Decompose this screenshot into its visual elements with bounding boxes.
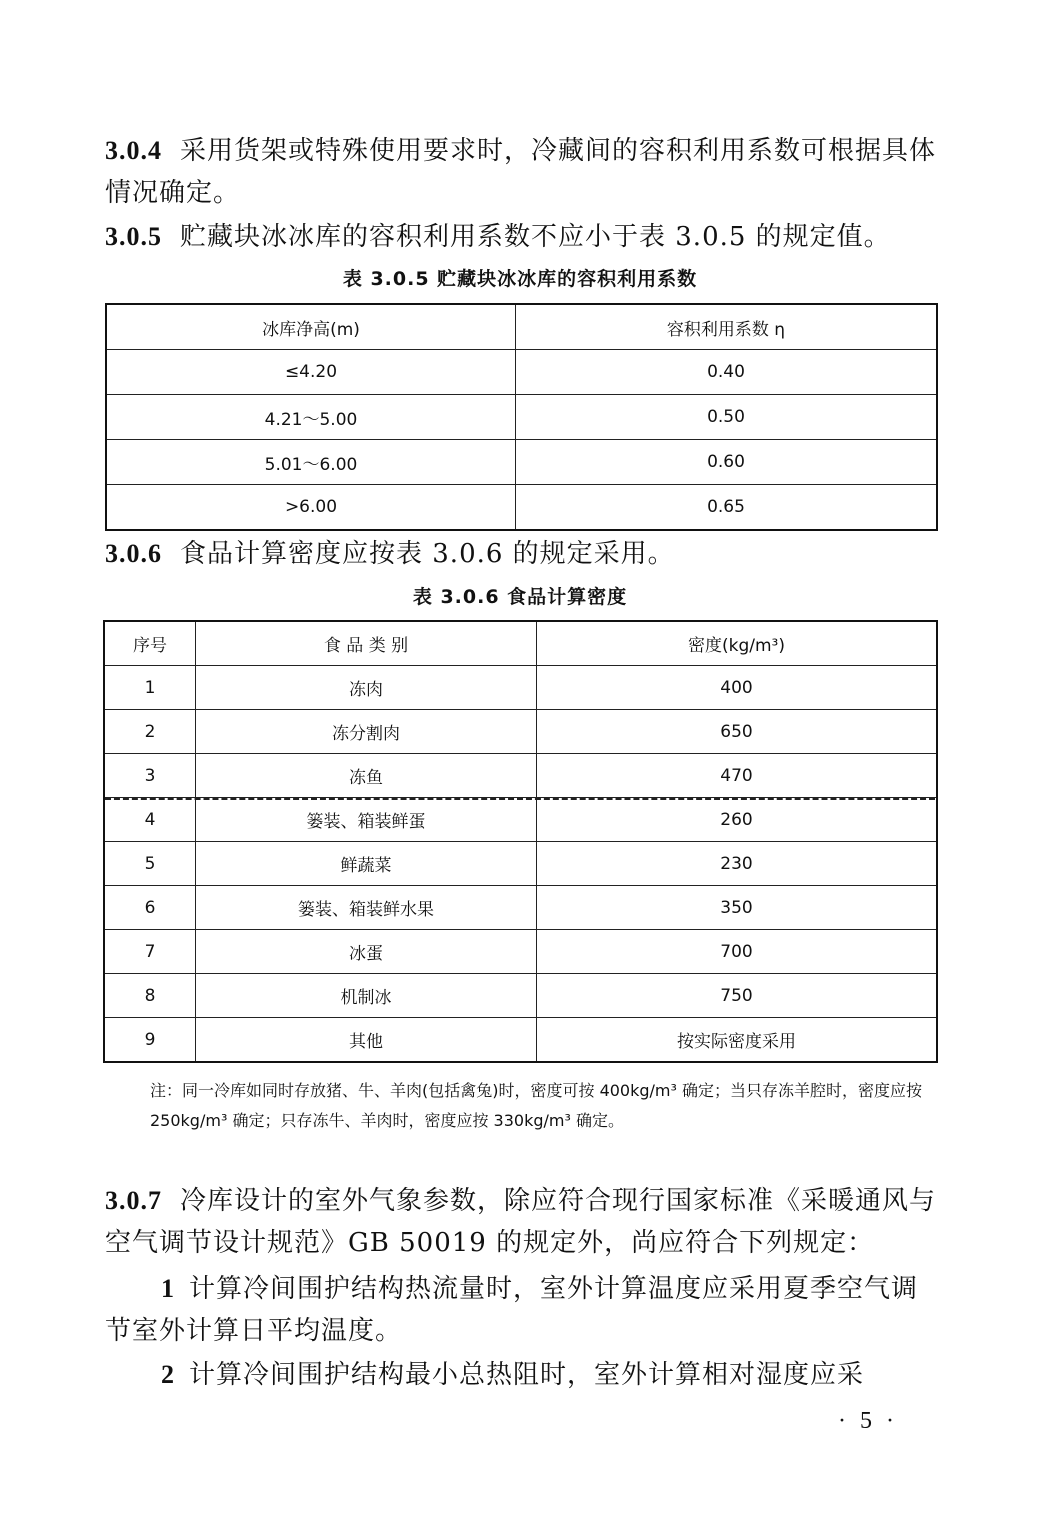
header-cell: 序号: [104, 621, 196, 666]
table-3-0-6-caption: 表 3.0.6 食品计算密度: [412, 586, 628, 608]
table-3-0-5: [105, 303, 938, 531]
table-header-row: [106, 304, 937, 350]
section-3-0-7-item-2: [105, 1354, 940, 1396]
table-cell: 6: [104, 886, 196, 930]
table-row: [104, 710, 937, 754]
table-cell: 5: [104, 842, 196, 886]
table-cell: 0.60: [516, 440, 938, 485]
section-text: 贮藏块冰冰库的容积利用系数不应小于表 3.0.5 的规定值。: [180, 222, 891, 252]
table-cell: 700: [537, 930, 938, 974]
table-cell: 篓装、箱装鲜水果: [196, 886, 537, 930]
table-cell: 机制冰: [196, 974, 537, 1018]
table-cell: 4.21～5.00: [106, 395, 516, 440]
section-3-0-7: [105, 1180, 940, 1264]
table-cell: 2: [104, 710, 196, 754]
table-row: [106, 440, 937, 485]
table-cell: 750: [537, 974, 938, 1018]
section-number: 3.0.5: [105, 222, 162, 251]
item-text: 计算冷间围护结构最小总热阻时，室外计算相对湿度应采: [189, 1360, 865, 1390]
table-cell: 5.01～6.00: [106, 440, 516, 485]
table-row: [104, 754, 937, 798]
table-3-0-6-note: 注：同一冷库如同时存放猪、牛、羊肉(包括禽兔)时，密度可按 400kg/m³ 确定；当只存冻羊腔时，密度应按 250kg/m³ 确定；只存冻牛、羊肉时，密度应按 330kg/m³ 确定。: [150, 1081, 923, 1130]
item-number: 1: [161, 1274, 175, 1303]
section-3-0-5: [105, 216, 940, 258]
table-cell: 9: [104, 1018, 196, 1063]
table-cell: 冻分割肉: [196, 710, 537, 754]
section-3-0-7-item-1: [105, 1268, 940, 1352]
section-3-0-6: [105, 533, 940, 575]
page-number: · 5 ·: [838, 1408, 898, 1434]
section-text: 采用货架或特殊使用要求时，冷藏间的容积利用系数可根据具体情况确定。: [105, 136, 937, 208]
table-cell: 7: [104, 930, 196, 974]
table-cell: 230: [537, 842, 938, 886]
table-row: [106, 350, 937, 395]
table-cell: 3: [104, 754, 196, 798]
table-row: [106, 485, 937, 531]
table-cell: 冻鱼: [196, 754, 537, 798]
table-cell: >6.00: [106, 485, 516, 531]
table-header-row: [104, 621, 937, 666]
table-cell: 冰蛋: [196, 930, 537, 974]
table-cell: 0.40: [516, 350, 938, 395]
table-3-0-5-caption: 表 3.0.5 贮藏块冰冰库的容积利用系数: [342, 268, 698, 290]
table-row: [106, 395, 937, 440]
section-number: 3.0.7: [105, 1186, 162, 1215]
section-text: 食品计算密度应按表 3.0.6 的规定采用。: [180, 539, 675, 569]
scan-artifact-dashed-line: [105, 797, 935, 800]
table-cell: 鲜蔬菜: [196, 842, 537, 886]
table-cell: 8: [104, 974, 196, 1018]
table-row: [104, 666, 937, 710]
header-cell: 食 品 类 别: [196, 621, 537, 666]
table-cell: 260: [537, 798, 938, 842]
item-text: 计算冷间围护结构热流量时，室外计算温度应采用夏季空气调节室外计算日平均温度。: [105, 1274, 919, 1346]
table-cell: 按实际密度采用: [537, 1018, 938, 1063]
table-cell: 0.65: [516, 485, 938, 531]
table-3-0-6: [103, 620, 938, 1063]
table-cell: 350: [537, 886, 938, 930]
table-cell: 650: [537, 710, 938, 754]
table-row: [104, 886, 937, 930]
section-3-0-4: [105, 130, 940, 214]
item-number: 2: [161, 1360, 175, 1389]
table-cell: 1: [104, 666, 196, 710]
table-row: [104, 842, 937, 886]
table-row: [104, 974, 937, 1018]
table-cell: 470: [537, 754, 938, 798]
table-cell: 冻肉: [196, 666, 537, 710]
header-cell: 密度(kg/m³): [537, 621, 938, 666]
table-cell: 篓装、箱装鲜蛋: [196, 798, 537, 842]
table-row: [104, 798, 937, 842]
section-number: 3.0.4: [105, 136, 162, 165]
table-cell: 0.50: [516, 395, 938, 440]
section-number: 3.0.6: [105, 539, 162, 568]
table-cell: 其他: [196, 1018, 537, 1063]
table-row: [104, 930, 937, 974]
header-cell: 容积利用系数 η: [516, 304, 938, 350]
header-cell: 冰库净高(m): [106, 304, 516, 350]
table-cell: 4: [104, 798, 196, 842]
section-text: 冷库设计的室外气象参数，除应符合现行国家标准《采暖通风与空气调节设计规范》GB 50019 的规定外，尚应符合下列规定：: [105, 1186, 937, 1258]
table-row: [104, 1018, 937, 1063]
table-cell: ≤4.20: [106, 350, 516, 395]
table-cell: 400: [537, 666, 938, 710]
